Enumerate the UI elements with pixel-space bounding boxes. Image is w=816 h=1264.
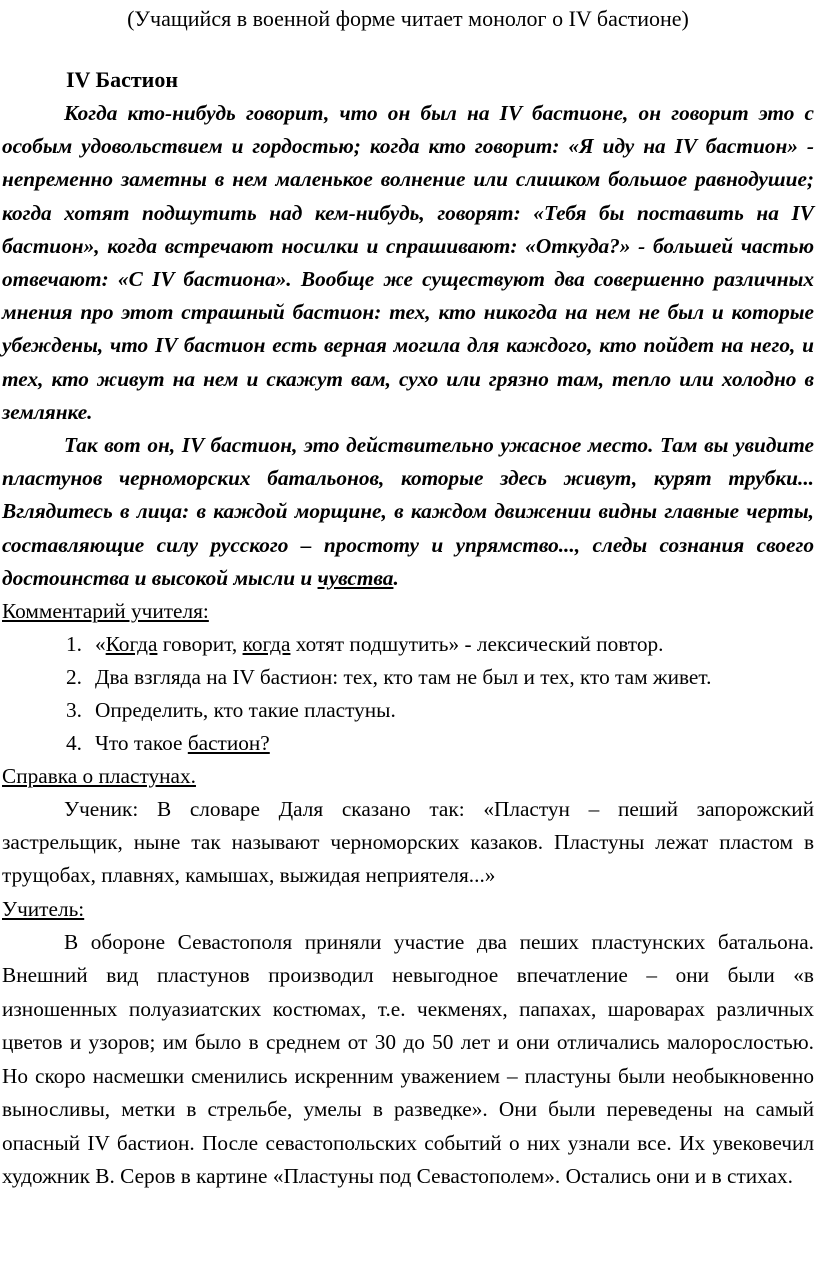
section-heading: IV Бастион: [66, 67, 179, 92]
teacher-label: Учитель:: [2, 896, 85, 921]
teacher-comment-label: Комментарий учителя:: [2, 599, 209, 624]
list-text: Определить, кто такие пластуны.: [95, 698, 396, 723]
list-item: [66, 661, 814, 694]
student-section: [2, 793, 814, 893]
teacher-section: [2, 926, 814, 1194]
list-item-number: 4.: [66, 731, 82, 756]
stage-direction: (Учащийся в военной форме читает монолог о IV бастионе): [127, 6, 689, 31]
monolog-paragraph-2-text: Так вот он, IV бастион, это действительно ужасное место. Там вы увидите пластунов черноморских батальонов, которые здесь живут, курят трубки... Вглядитесь в лица: в каждой морщине, в каждом движении видны главные черты, составляющие силу русского – простоту и упрямство..., следы сознания своего достоинства и высокой мысли и: [2, 433, 814, 590]
student-paragraph: Ученик: В словаре Даля сказано так: «Пластун – пеший запорожский застрельщик, ныне так называют черноморских казаков. Пластуны лежат пластом в трущобах, плавнях, камышах, выжидая неприятеля...»: [2, 797, 814, 888]
list-text: «: [95, 632, 106, 657]
teacher-paragraph: В обороне Севастополя приняли участие два пеших пластунских батальона. Внешний вид пластунов производил невыгодное впечатление – они были «в изношенных полуазиатских костюмах, т.е. чекменях, папахах, шароварах различных цветов и узоров; им было в среднем от 30 до 50 лет и они отличались малорослостью. Но скоро насмешки сменились искренним уважением – пластуны были необыкновенно выносливы, метки в стрельбе, умелы в разведке». Они были переведены на самый опасный IV бастион. После севастопольских событий о них узнали все. Их увековечил художник В. Серов в картине «Пластуны под Севастополем». Остались они и в стихах.: [2, 929, 814, 1189]
list-item-number: 1.: [66, 632, 82, 657]
list-text: говорит,: [157, 632, 243, 657]
list-item: [66, 694, 814, 727]
list-text: Два взгляда на IV бастион: тех, кто там не был и тех, кто там живет.: [95, 665, 712, 690]
monolog-final-period: .: [393, 565, 399, 590]
list-item: [66, 628, 814, 661]
underlined-word-chuvstva: чувства: [317, 565, 394, 590]
list-item-number: 2.: [66, 665, 82, 690]
monolog-text: [2, 97, 814, 595]
list-text: хотят подшутить» - лексический повтор.: [290, 632, 664, 657]
underlined-word: Когда: [105, 632, 158, 657]
plastun-reference-label: Справка о пластунах.: [2, 764, 196, 789]
monolog-paragraph-1: Когда кто-нибудь говорит, что он был на IV бастионе, он говорит это с особым удовольствием и гордостью; когда кто говорит: «Я иду на IV бастион» - непременно заметны в нем маленькое волнение или слишком большое равнодушие; когда хотят подшутить над кем-нибудь, говорят: «Тебя бы поставить на IV бастион», когда встречают носилки и спрашивают: «Откуда?» - большей частью отвечают: «С IV бастиона». Вообще же существуют два совершенно различных мнения про этот страшный бастион: тех, кто никогда на нем не был и которые убеждены, что IV бастион есть верная могила для каждого, кто пойдет на него, и тех, кто живут на нем и скажут вам, сухо или грязно там, тепло или холодно в землянке.: [2, 101, 814, 424]
list-text: Что такое: [95, 731, 188, 756]
document-page: [0, 2, 816, 1264]
list-item-number: 3.: [66, 698, 82, 723]
underlined-word: когда: [242, 632, 291, 657]
list-item: [66, 727, 814, 760]
underlined-word: бастион?: [187, 731, 270, 756]
comment-list: [2, 628, 814, 760]
monolog-paragraph-2: [2, 429, 814, 595]
